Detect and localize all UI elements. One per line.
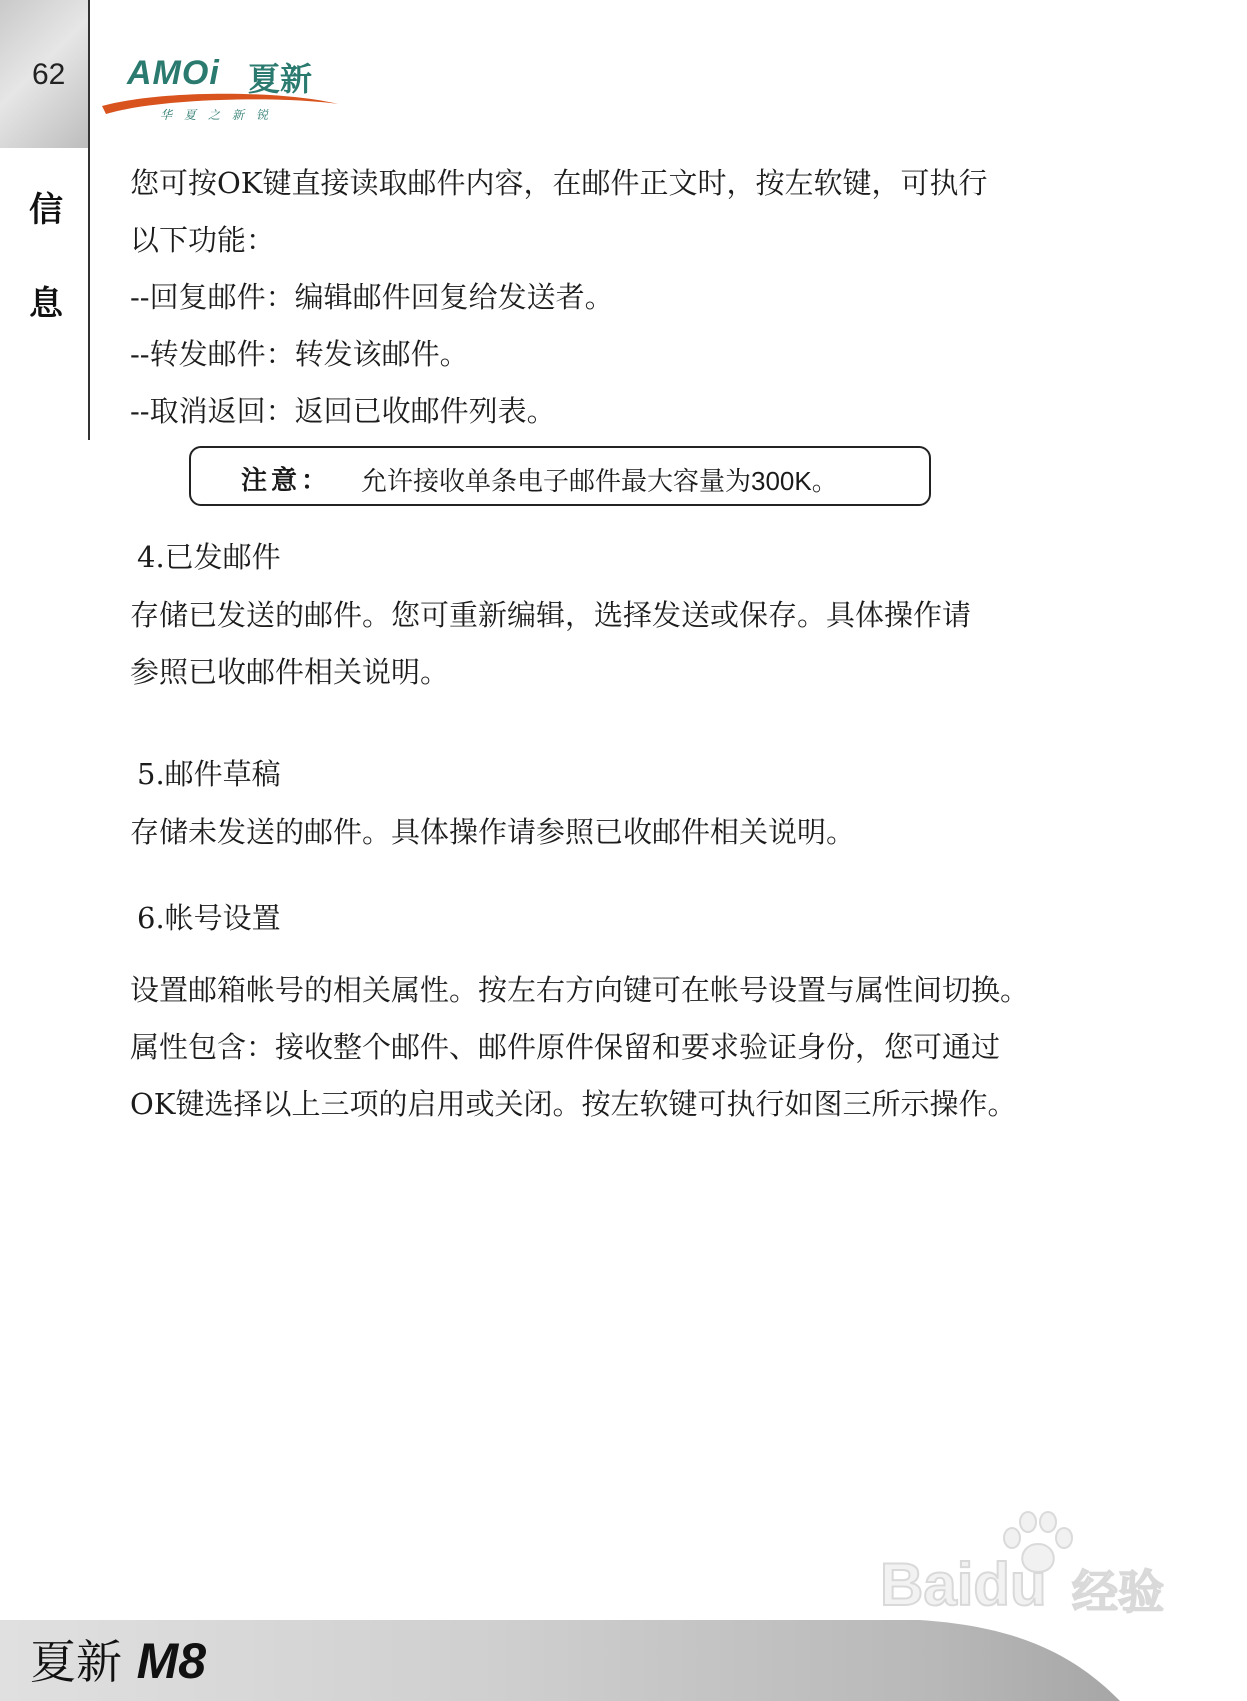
intro-line: 以下功能： [130, 223, 276, 257]
side-label-char-2: 息 [29, 285, 63, 323]
logo-wordmark: AMOi [127, 54, 220, 92]
section-body-line: 属性包含：接收整个邮件、邮件原件保留和要求验证身份，您可通过 [130, 1030, 1001, 1064]
side-label-char-1: 信 [29, 191, 63, 229]
logo-chinese-name: 夏新 [248, 61, 313, 97]
watermark-brand: Baidu [880, 1551, 1047, 1618]
section-body-line: 设置邮箱帐号的相关属性。按左右方向键可在帐号设置与属性间切换。 [130, 973, 1030, 1007]
footer-brand: 夏新 [30, 1635, 122, 1689]
note-label: 注意： [241, 465, 332, 495]
footer-model: M8 [136, 1633, 207, 1689]
side-rule [88, 0, 90, 440]
section-body-line: 存储未发送的邮件。具体操作请参照已收邮件相关说明。 [130, 815, 856, 849]
section-heading-account-settings: 6.帐号设置 [137, 901, 281, 935]
section-body-line: 参照已收邮件相关说明。 [130, 655, 450, 689]
function-item-cancel: --取消返回：返回已收邮件列表。 [130, 394, 556, 428]
note-box [189, 446, 931, 506]
section-heading-drafts: 5.邮件草稿 [137, 757, 281, 791]
logo-tagline: 华夏之新锐 [160, 108, 281, 122]
footer-curve [860, 1620, 1247, 1701]
function-item-reply: --回复邮件：编辑邮件回复给发送者。 [130, 280, 614, 314]
section-body-line: 存储已发送的邮件。您可重新编辑，选择发送或保存。具体操作请 [130, 598, 972, 632]
section-heading-sent: 4.已发邮件 [137, 540, 281, 574]
section-body-line: OK键选择以上三项的启用或关闭。按左软键可执行如图三所示操作。 [130, 1087, 1017, 1121]
intro-line: 您可按OK键直接读取邮件内容，在邮件正文时，按左软键，可执行 [130, 166, 988, 200]
footer-title [30, 1626, 206, 1692]
function-item-forward: --转发邮件：转发该邮件。 [130, 337, 469, 371]
note-text: 允许接收单条电子邮件最大容量为300K。 [361, 466, 838, 496]
watermark-product: 经验 [1072, 1566, 1164, 1618]
amoi-logo [100, 50, 350, 130]
page-number: 62 [32, 58, 66, 91]
